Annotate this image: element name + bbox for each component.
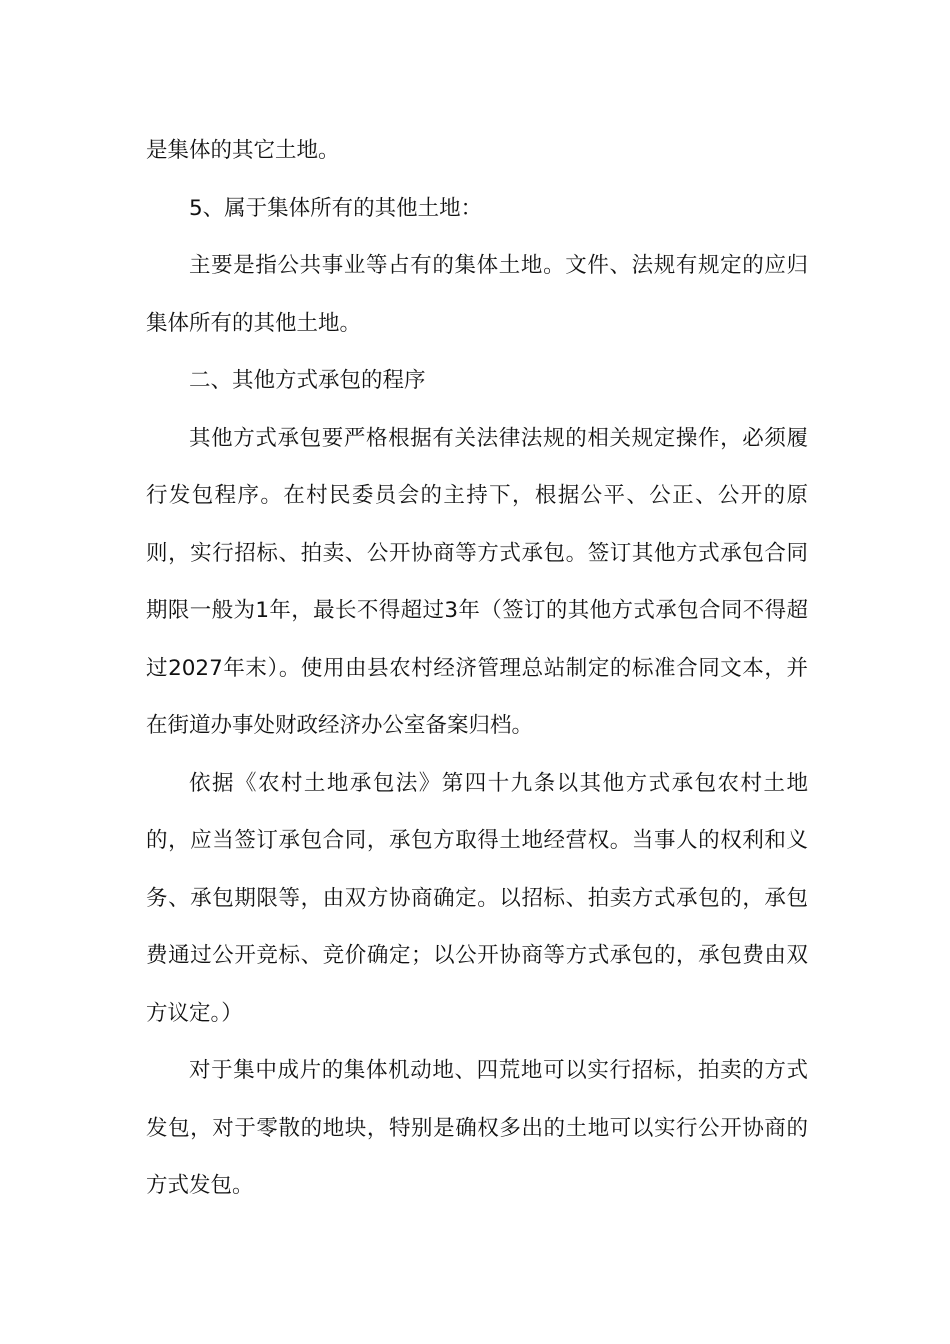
paragraph-legal-basis: 依据《农村土地承包法》第四十九条以其他方式承包农村土地的，应当签订承包合同，承包方取得土地经营权。当事人的权利和义务、承包期限等，由双方协商确定。以招标、拍卖方式承包的，承包费通过公开竞标、竞价确定；以公开协商等方式承包的，承包费由双方议定。） <box>146 770 808 1026</box>
document-body <box>146 122 808 1215</box>
paragraph-item-5-body: 主要是指公共事业等占有的集体土地。文件、法规有规定的应归集体所有的其他土地。 <box>146 253 808 336</box>
paragraph-item-5-heading: 5、属于集体所有的其他土地： <box>189 195 483 221</box>
paragraph-contracting-method: 对于集中成片的集体机动地、四荒地可以实行招标，拍卖的方式发包，对于零散的地块，特别是确权多出的土地可以实行公开协商的方式发包。 <box>146 1058 808 1198</box>
paragraph-procedure: 其他方式承包要严格根据有关法律法规的相关规定操作，必须履行发包程序。在村民委员会的主持下，根据公平、公正、公开的原则，实行招标、拍卖、公开协商等方式承包。签订其他方式承包合同期限一般为1年，最长不得超过3年（签订的其他方式承包合同不得超过2027年末）。使用由县农村经济管理总站制定的标准合同文本，并在街道办事处财政经济办公室备案归档。 <box>146 425 808 738</box>
section-heading-2: 二、其他方式承包的程序 <box>189 368 426 393</box>
paragraph-continuation: 是集体的其它土地。 <box>146 138 340 163</box>
